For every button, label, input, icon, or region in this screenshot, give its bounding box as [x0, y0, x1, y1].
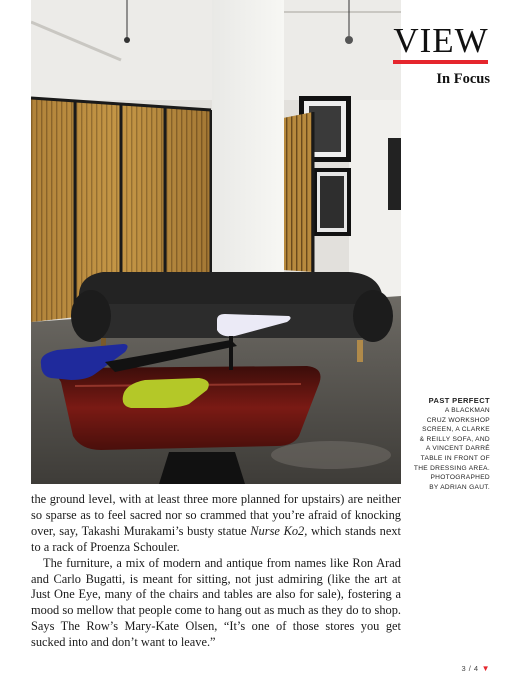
caption-line: A BLACKMAN — [444, 407, 490, 414]
article-paragraph — [31, 492, 401, 556]
article-paragraph: The furniture, a mix of modern and antique from names like Ron Arad and Carlo Bugatti, is meant for sitting, not just admiring (like the art at Just One Eye, many of the chairs and tables are also for sale), fostering a mood so mellow that people come to hang out as much as they do to shop. Says The Row’s Mary-Kate Olsen, “It’s one of those stores you get sucked into and don’t want to leave.” — [31, 555, 401, 650]
caption-body — [408, 406, 490, 492]
page-label: 3 / 4 — [461, 664, 479, 673]
caption-line: & REILLY SOFA, AND — [419, 435, 490, 443]
paragraph-text: which stands next to a rack of Proenza Schouler. — [31, 523, 401, 554]
photo-caption — [408, 396, 490, 492]
caption-title: PAST PERFECT — [428, 396, 490, 405]
page-indicator[interactable] — [440, 664, 490, 673]
article-body — [31, 492, 401, 651]
caption-line: A VINCENT DARRÉ — [425, 445, 490, 453]
caption-line: CRUZ WORKSHOP — [426, 416, 490, 424]
caption-line: THE DRESSING AREA. — [413, 464, 490, 472]
section-title-rule — [393, 60, 488, 64]
caption-line: SCREEN, A CLARKE — [422, 426, 490, 434]
subsection-title: In Focus — [436, 71, 490, 87]
artwork-title: Nurse Ko2, — [250, 523, 308, 538]
caption-line: PHOTOGRAPHED — [430, 474, 490, 482]
next-page-arrow-icon[interactable]: ▼ — [481, 664, 490, 673]
caption-line: TABLE IN FRONT OF — [420, 454, 490, 462]
caption-line: BY ADRIAN GAUT. — [429, 483, 490, 491]
article-photo — [31, 0, 401, 484]
photo-image — [31, 0, 401, 484]
paragraph-text: the ground level, with at least three more planned for upstairs) are neither so sparse as to feel sacred nor so crammed that you’re afraid of knocking over, say, Takashi Murakami’s busty statue — [31, 492, 401, 538]
section-title: VIEW — [393, 21, 489, 60]
